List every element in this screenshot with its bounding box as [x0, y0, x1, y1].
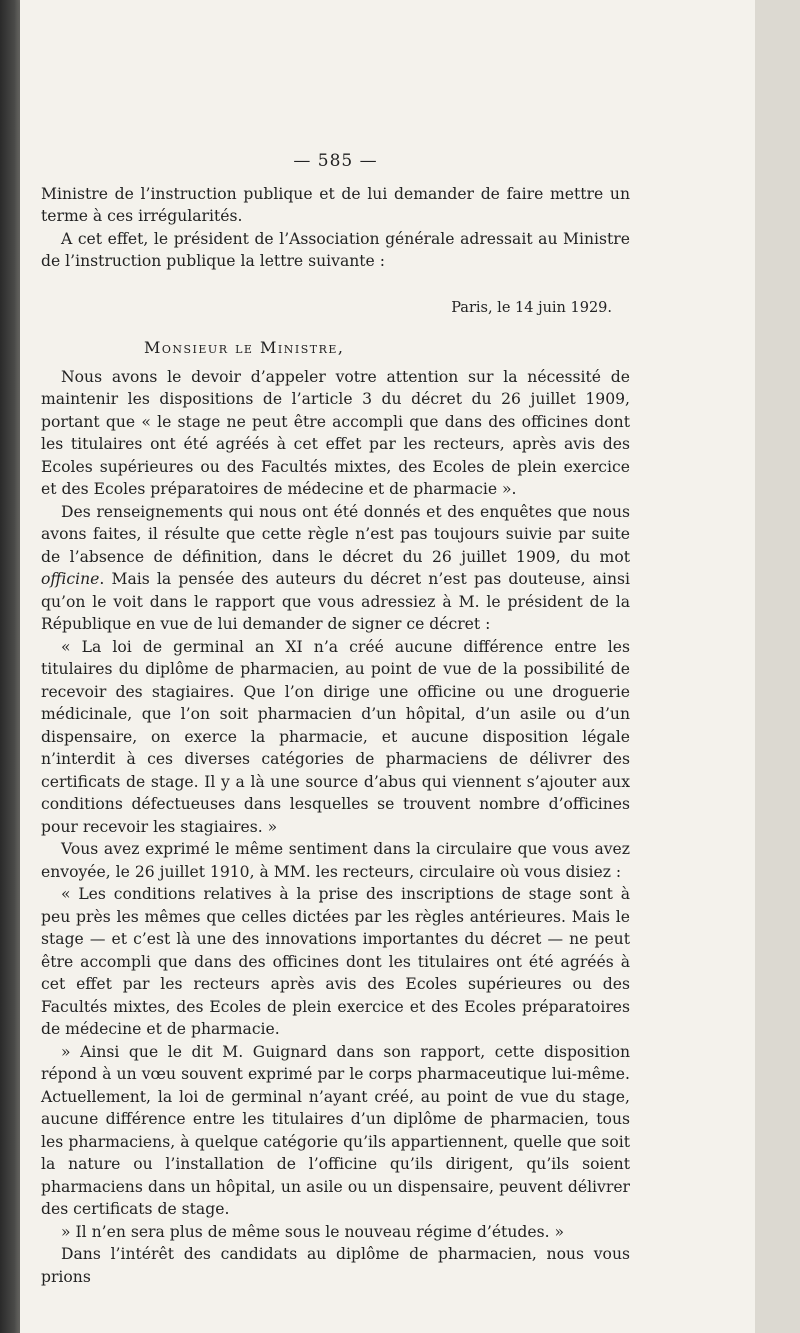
letter-paragraph-2-start: Des renseignements qui nous ont été donnés et des enquêtes que nous avons faites, il résulte que cette règle n’est pas toujours suivie par suite de l’absence de définition, dans le décret du 26 juillet 1909, du mot	[41, 502, 630, 566]
letter-salutation: Monsieur le Ministre,	[144, 338, 345, 357]
intro-paragraph-2: A cet effet, le président de l’Association générale adressait au Ministre de l’instruction publique la lettre suivante :	[41, 229, 630, 270]
letter-dateline: Paris, le 14 juin 1929.	[451, 299, 612, 316]
italic-term: officine	[41, 570, 100, 588]
page-text-block	[41, 150, 630, 1288]
letter-paragraph-2	[41, 501, 630, 636]
letter-paragraph-2-end: . Mais la pensée des auteurs du décret n’est pas douteuse, ainsi qu’on le voit dans le rapport que vous adressiez à M. le président de la République en vue de lui demander de signer ce décret :	[41, 570, 630, 633]
letter-paragraph-3: « La loi de germinal an XI n’a créé aucune différence entre les titulaires du diplôme de pharmacien, au point de vue de la possibilité de recevoir des stagiaires. Que l’on dirige une officine ou une droguerie médicinale, que l’on soit pharmacien d’un hôpital, d’un asile ou d’un dispensaire, on exerce la pharmacie, et aucune disposition légale n’interdit à ces diverses catégories de pharmaciens de délivrer des certificats de stage. Il y a là une source d’abus qui viennent s’ajouter aux conditions défectueuses dans lesquelles se trouvent nombre d’officines pour recevoir les stagiaires. »	[41, 637, 630, 836]
page-edge	[755, 0, 800, 1333]
intro-paragraph-1: Ministre de l’instruction publique et de lui demander de faire mettre un terme à ces irrégularités.	[41, 184, 630, 225]
letter-paragraph-6: » Ainsi que le dit M. Guignard dans son rapport, cette disposition répond à un vœu souvent exprimé par le corps pharmaceutique lui-même. Actuellement, la loi de germinal n’ayant créé, au point de vue du stage, aucune différence entre les titulaires d’un diplôme de pharmacien, tous les pharmaciens, à quelque catégorie qu’ils appartiennent, quelle que soit la nature ou l’installation de l’officine qu’ils dirigent, qu’ils soient pharmaciens dans un hôpital, un asile ou un dispensaire, peuvent délivrer des certificats de stage.	[41, 1042, 630, 1218]
letter-paragraph-5: « Les conditions relatives à la prise des inscriptions de stage sont à peu près les mêmes que celles dictées par les règles antérieures. Mais le stage — et c’est là une des innovations importantes du décret — ne peut être accompli que dans des officines dont les titulaires ont été agréés à cet effet par les recteurs après avis des Ecoles supérieures ou des Facultés mixtes, des Ecoles de plein exercice et des Ecoles préparatoires de médecine et de pharmacie.	[41, 885, 630, 1038]
page-number: — 585 —	[293, 151, 378, 171]
letter-paragraph-7: » Il n’en sera plus de même sous le nouveau régime d’études. »	[61, 1222, 565, 1241]
letter-paragraph-4: Vous avez exprimé le même sentiment dans la circulaire que vous avez envoyée, le 26 juillet 1910, à MM. les recteurs, circulaire où vous disiez :	[41, 840, 630, 881]
letter-paragraph-8: Dans l’intérêt des candidats au diplôme de pharmacien, nous vous prions	[41, 1245, 630, 1286]
letter-paragraph-1: Nous avons le devoir d’appeler votre attention sur la nécessité de maintenir les dispositions de l’article 3 du décret du 26 juillet 1909, portant que « le stage ne peut être accompli que dans des officines dont les titulaires ont été agréés à cet effet par les recteurs, après avis des Ecoles supérieures ou des Facultés mixtes, des Ecoles de plein exercice et des Ecoles préparatoires de médecine et de pharmacie ».	[41, 367, 630, 498]
